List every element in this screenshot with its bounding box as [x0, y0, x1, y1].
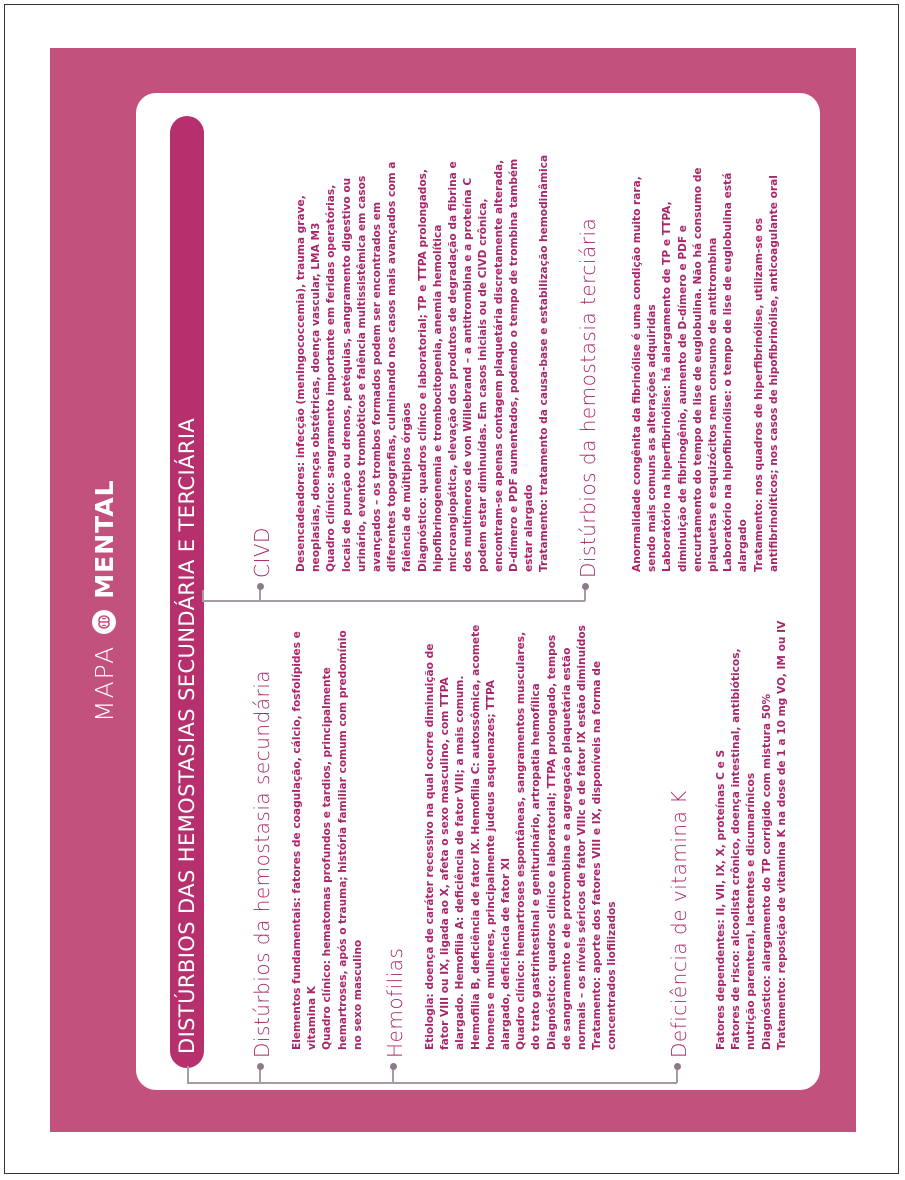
list-item: Tratamento: tratamento da causa-base e estabilização hemodinâmica [538, 154, 551, 572]
list-item: Quadro clínico: hematomas profundos e tardios, principalmente hemartroses, após o trauma; história familiar comum com predomínio no sexo masculino [321, 630, 364, 1050]
dot-secundaria [257, 1063, 264, 1070]
list-item: Laboratório na hipofibrinólise: o tempo de lise de euglobulina está alargado [722, 172, 750, 572]
list-item: Elementos fundamentais: fatores de coagulação, cálcio, fosfolípides e vitamina K [291, 631, 319, 1050]
list-item: Quadro clínico: sangramento importante em feridas operatórias, locais de punção ou drenos, petéquias, sangramento digestivo ou urinário, eventos trombóticos e falência multissistêmica em casos avançados – os trombos formados podem ser encontrados em diferentes topografias, culminando nos casos mais avançados com a falência de múltiplos órgãos [325, 161, 414, 572]
body-civd [294, 152, 552, 572]
list-item: Fatores dependentes: II, VII, IX, X, proteínas C e S [715, 749, 727, 1050]
header-mapa: MAPA [89, 644, 119, 722]
dot-vitk [674, 1063, 681, 1070]
list-item: Fatores de risco: alcoolista crônico, doença intestinal, antibióticos, nutrição parenteral, lactentes e dicumarínicos [730, 648, 758, 1050]
heading-secundaria: Distúrbios da hemostasia secundária [250, 669, 274, 1058]
connector-secundaria [259, 1068, 261, 1083]
list-item: Tratamento: nos quadros de hiperfibrinólise, utilizam-se os antifibrinolíticos; nos casos de hipofibrinólise, anticoagulante oral [752, 175, 780, 572]
list-item: Desencadeadores: infecção (meningococcemia), trauma grave, neoplasias, doenças obstétricas, doença vascular, LMA M3 [295, 195, 323, 572]
list-item: Quadro clínico: hemartroses espontâneas, sangramentos musculares, do trato gastrintestinal e geniturinário, artropatia hemofílica [515, 631, 543, 1050]
list-item: Anormalidade congênita da fibrinólise é uma condição muito rara, sendo mais comuns as alterações adquiridas [631, 176, 659, 572]
list-item: Tratamento: aporte dos fatores VIII e IX, disponíveis na forma de concentrados liofilizados [591, 660, 619, 1050]
body-hemofilias [423, 620, 621, 1050]
header [86, 479, 122, 722]
connector-vitk [676, 1068, 678, 1083]
body-terciaria [630, 142, 782, 572]
heading-vitk: Deficiência de vitamina K [667, 790, 691, 1058]
brain-icon [91, 609, 117, 635]
dot-civd [257, 583, 264, 590]
heading-hemofilias: Hemofilias [383, 947, 407, 1058]
connector-hemofilias [392, 1068, 394, 1083]
connector-right-stem [202, 590, 204, 602]
list-item: Tratamento: reposição de vitamina K na dose de 1 a 10 mg VO, IM ou IV [775, 620, 788, 1050]
header-mental: MENTAL [89, 479, 119, 599]
list-item: Etiologia: doença de caráter recessivo na qual ocorre diminuição de fator VIII ou IX, ligada ao X, afeta o sexo masculino, com TTPA alargado. Hemofilia A: deficiência de fator VIII; a mais comum. Hemofilia B, deficiência de fator IX. Hemofilia C: autossômica, acomete homens e mulheres, principalmente judeus asquenazes; TTPA alargado, deficiência de fator XI [424, 624, 513, 1050]
dot-hemofilias [390, 1063, 397, 1070]
page-title: DISTÚRBIOS DAS HEMOSTASIAS SECUNDÁRIA E TERCIÁRIA [170, 116, 204, 1068]
body-vitamina-k [714, 620, 790, 1050]
list-item: Diagnóstico: quadros clínico e laboratorial; TP e TTPA prolongados, hipofibrinogenemia e trombocitopenia, anemia hemolítica microangiopática, elevação dos produtos de degradação da fibrina e dos multímeros de von Willebrand – a antitrombina e a proteína C podem estar diminuídas. Em casos iniciais ou de CIVD crônica, encontram-se apenas contagem plaquetária discretamente alterada, D-dímero e PDF aumentados, podendo o tempo de trombina também estar alargado [416, 158, 536, 572]
heading-terciaria: Distúrbios da hemostasia terciária [576, 217, 600, 578]
list-item: Diagnóstico: quadros clínico e laboratorial; TTPA prolongado, tempos de sangramento e de protrombina e a agregação plaquetária estão normais – os níveis séricos de fator VIIIc e de fator IX estão diminuídos [545, 625, 589, 1050]
heading-civd: CIVD [250, 527, 274, 578]
list-item: Diagnóstico: alargamento do TP corrigido com mistura 50% [760, 693, 773, 1050]
dot-terciaria [582, 583, 589, 590]
body-secundaria [290, 620, 366, 1050]
list-item: Laboratório na hiperfibrinólise: há alargamento de TP e TTPA, diminuição de fibrinogênio, aumento de D-dímero e PDF e encurtamento do tempo de lise de euglobulina. Não há consumo de plaquetas e esquizócitos nem consumo de antitrombina [661, 167, 720, 572]
